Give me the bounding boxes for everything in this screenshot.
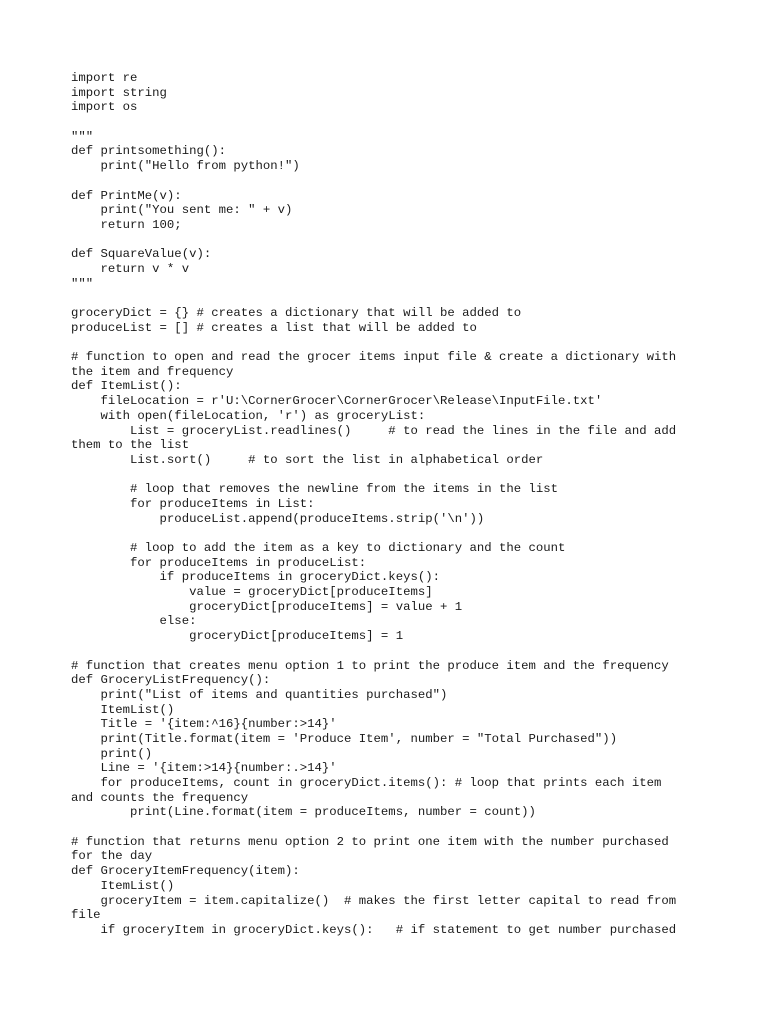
code-line [71, 115, 696, 130]
code-line: def GroceryItemFrequency(item): [71, 864, 300, 879]
code-line: groceryItem = item.capitalize() # makes the first letter capital to read from [71, 893, 677, 908]
code-line: print(Title.format(item = 'Produce Item', number = "Total Purchased")) [71, 731, 618, 746]
code-line: groceryDict[produceItems] = 1 [71, 629, 404, 644]
code-line: print("Hello from python!") [71, 159, 300, 174]
code-line: for produceItems, count in groceryDict.items(): # loop that prints each item [71, 776, 662, 790]
code-line [71, 820, 696, 835]
code-line: print("List of items and quantities purchased") [71, 687, 448, 702]
code-line: produceList.append(produceItems.strip('\n')) [71, 511, 485, 526]
code-line [71, 291, 696, 306]
code-line: if groceryItem in groceryDict.keys(): # if statement to get number purchased [71, 922, 677, 937]
code-line [71, 644, 696, 659]
code-line: return v * v [71, 261, 190, 276]
code-line: """ [71, 276, 94, 291]
code-line: if produceItems in groceryDict.keys(): [71, 570, 440, 585]
code-line: with open(fileLocation, 'r') as groceryList: [71, 408, 426, 423]
code-line: Title = '{item:^16}{number:>14}' [71, 717, 337, 732]
code-line: def printsomething(): [71, 144, 226, 159]
code-line [71, 233, 696, 248]
code-line: # function that returns menu option 2 to print one item with the number purchased [71, 834, 669, 849]
code-line [71, 526, 696, 541]
code-line [71, 335, 696, 350]
code-line: # function to open and read the grocer items input file & create a dictionary with [71, 350, 677, 365]
code-line: groceryDict[produceItems] = value + 1 [71, 599, 463, 614]
code-line: and counts the frequency [71, 790, 249, 805]
code-line: # function that creates menu option 1 to print the produce item and the frequency [71, 658, 669, 673]
code-line: # loop that removes the newline from the items in the list [71, 482, 559, 497]
code-line [71, 468, 696, 483]
code-line: def ItemList(): [71, 379, 182, 394]
code-line: ItemList() [71, 702, 175, 717]
code-line: fileLocation = r'U:\CornerGrocer\CornerGrocer\Release\InputFile.txt' [71, 394, 603, 409]
code-line: for the day [71, 849, 153, 864]
code-line: print(Line.format(item = produceItems, number = count)) [71, 805, 536, 820]
code-line: import os [71, 100, 138, 115]
code-line: """ [71, 129, 94, 144]
code-line: print("You sent me: " + v) [71, 203, 293, 218]
code-line: file [71, 908, 101, 923]
code-line: Line = '{item:>14}{number:.>14}' [71, 761, 337, 776]
code-line: List = groceryList.readlines() # to read the lines in the file and add [71, 423, 677, 438]
code-line: List.sort() # to sort the list in alphabetical order [71, 452, 544, 467]
code-line: print() [71, 746, 153, 761]
code-line: def PrintMe(v): [71, 188, 182, 203]
code-listing [71, 71, 696, 938]
code-line: the item and frequency [71, 364, 234, 379]
code-line: value = groceryDict[produceItems] [71, 585, 433, 600]
code-line: def GroceryListFrequency(): [71, 673, 271, 688]
code-line: else: [71, 614, 197, 629]
code-line: def SquareValue(v): [71, 247, 212, 262]
code-line: # loop to add the item as a key to dictionary and the count [71, 541, 566, 555]
code-line: them to the list [71, 438, 190, 453]
code-line: ItemList() [71, 878, 175, 893]
code-line: groceryDict = {} # creates a dictionary that will be added to [71, 306, 522, 320]
code-line: produceList = [] # creates a list that will be added to [71, 320, 477, 335]
code-line: for produceItems in List: [71, 496, 315, 511]
code-line [71, 174, 696, 189]
code-line: for produceItems in produceList: [71, 555, 367, 570]
code-line: import string [71, 85, 167, 100]
code-line: return 100; [71, 217, 182, 232]
code-line: import re [71, 71, 138, 85]
